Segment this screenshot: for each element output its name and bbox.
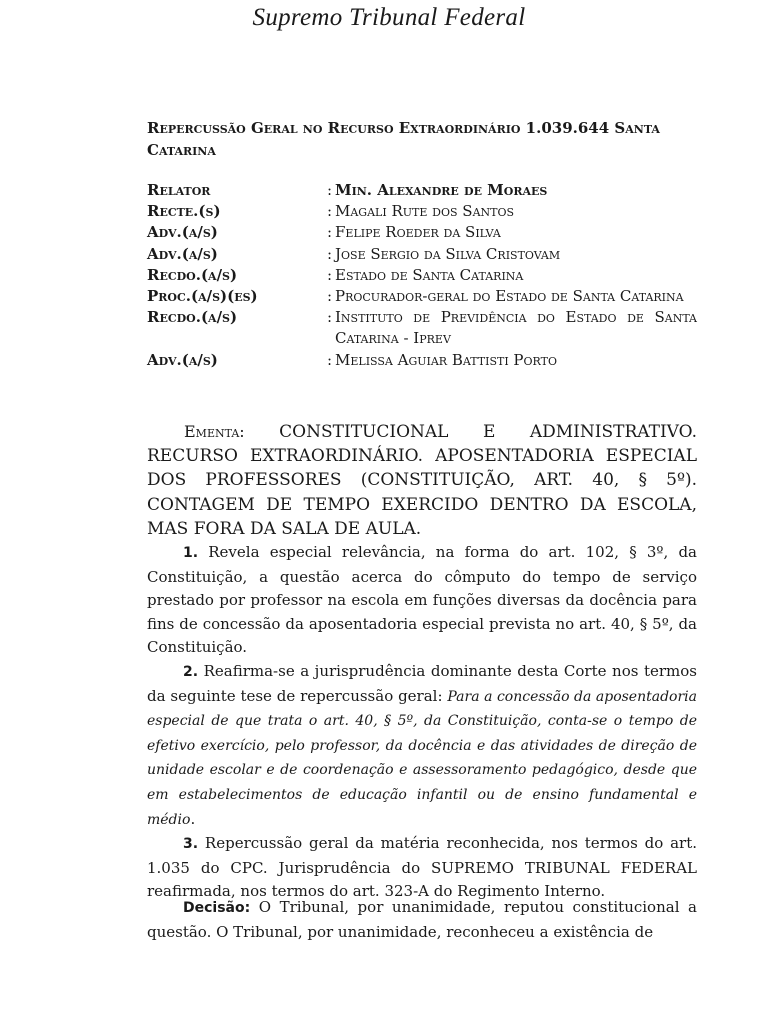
decision-section: [147, 895, 697, 944]
item-number: 2.: [183, 663, 199, 680]
repercussion-thesis: Para a concessão da aposentadoria especial de que trata o art. 40, § 5º, da Constituição, conta-se o tempo de efetivo exercício, pelo professor, da docência e das atividades de direção de unidade escolar e de coordenação e assessoramento pedagógico, desde que em estabelecimentos de educação infantil ou de ensino fundamental e médio: [147, 688, 697, 828]
party-role: Adv.(a/s): [147, 244, 218, 263]
party-row: Adv.(a/s) : Jose Sergio da Silva Cristovam: [147, 244, 697, 265]
decision-text: O Tribunal, por unanimidade, reputou constitucional a questão. O Tribunal, por unanimidade, reconheceu a existência de: [147, 898, 697, 941]
party-value: Melissa Aguiar Battisti Porto: [335, 350, 557, 369]
item-number: 1.: [183, 545, 199, 561]
party-value: Felipe Roeder da Silva: [335, 223, 501, 242]
ementa-item: [147, 541, 697, 660]
party-value: Jose Sergio da Silva Cristovam: [335, 244, 561, 263]
party-role: Proc.(a/s)(es): [147, 287, 258, 306]
item-text: Repercussão geral da matéria reconhecida, nos termos do art. 1.035 do CPC. Jurisprudência do SUPREMO TRIBUNAL FEDERAL reafirmada, nos termos do art. 323-A do Regimento Interno.: [147, 834, 697, 901]
decision-label: Decisão:: [183, 900, 251, 916]
ementa-item: [147, 832, 697, 904]
party-role: Recdo.(a/s): [147, 265, 238, 284]
party-role: Adv.(a/s): [147, 350, 218, 369]
court-header: Supremo Tribunal Federal: [252, 4, 526, 31]
item-text: Reafirma-se a jurisprudência dominante desta Corte nos termos da seguinte tese de repercussão geral:: [147, 661, 697, 705]
party-row: Proc.(a/s)(es) : Procurador-geral do Estado de Santa Catarina: [147, 286, 697, 307]
party-row: Recdo.(a/s) : Instituto de Previdência do Estado de Santa Catarina - Iprev: [147, 307, 697, 349]
ementa-section: [147, 420, 697, 541]
party-row: Recdo.(a/s) : Estado de Santa Catarina: [147, 265, 697, 286]
parties-table: [147, 180, 697, 371]
party-value: Magali Rute dos Santos: [335, 202, 515, 221]
party-row: Adv.(a/s) : Melissa Aguiar Battisti Porto: [147, 350, 697, 371]
ementa-item: 2. Reafirma-se a jurisprudência dominante desta Corte nos termos da seguinte tese de repercussão geral: Para a concessão da aposentadoria especial de que trata o art. 40, § 5º, da Constituição, conta-se o tempo de efetivo exercício, pelo professor, da docência e das atividades de direção de unidade escolar e de coordenação e assessoramento pedagógico, desde que em estabelecimentos de educação infantil ou de ensino fundamental e médio.: [147, 661, 697, 828]
party-value: Min. Alexandre de Moraes: [335, 181, 548, 199]
party-role: Adv.(a/s): [147, 223, 218, 242]
party-value: Estado de Santa Catarina: [335, 265, 524, 284]
party-row: Relator : Min. Alexandre de Moraes: [147, 180, 697, 201]
party-row: Recte.(s) : Magali Rute dos Santos: [147, 201, 697, 222]
ementa-text: CONSTITUCIONAL E ADMINISTRATIVO. RECURSO EXTRAORDINÁRIO. APOSENTADORIA ESPECIAL DOS PROFESSORES (CONSTITUIÇÃO, ART. 40, § 5º). CONTAGEM DE TEMPO EXERCIDO DENTRO DA ESCOLA, MAS FORA DA SALA DE AULA.: [147, 422, 697, 539]
party-value: Procurador-geral do Estado de Santa Catarina: [335, 287, 684, 306]
party-value: Instituto de Previdência do Estado de Santa Catarina - Iprev: [335, 308, 697, 348]
party-role: Recdo.(a/s): [147, 308, 238, 327]
ementa-label: Ementa:: [184, 422, 245, 441]
item-number: 3.: [183, 836, 199, 853]
case-title: Repercussão Geral no Recurso Extraordinário 1.039.644 Santa Catarina: [147, 119, 660, 159]
item-text: Revela especial relevância, na forma do art. 102, § 3º, da Constituição, a questão acerca do cômputo do tempo de serviço prestado por professor na escola em funções diversas da docência para fins de concessão da aposentadoria especial prevista no art. 40, § 5º, da Constituição.: [147, 543, 697, 657]
ementa-items: [147, 541, 697, 904]
party-role: Relator: [147, 181, 211, 199]
party-role: Recte.(s): [147, 202, 221, 221]
party-row: Adv.(a/s) : Felipe Roeder da Silva: [147, 222, 697, 243]
